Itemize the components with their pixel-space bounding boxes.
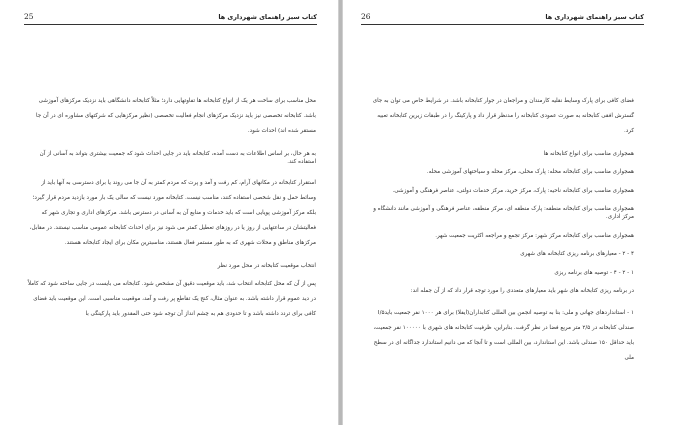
right-header-rule [361, 24, 644, 25]
left-paragraph-2: به هر حال، بر اساس اطلاعات به دست آمده، کتابخانه باید در جایی احداث شود که جمعیت بیشتری بتواند به آسانی از آن استفاده کند. [39, 150, 316, 165]
right-paragraph-intro: در برنامه ریزی کتابخانه های شهر باید معیارهای متعددی را مورد توجه قرار داد که از آن جمله اند: [410, 288, 634, 294]
left-section-heading: انتخاب موقعیت کتابخانه در محل مورد نظر [217, 262, 316, 269]
left-paragraph-4: پس از آن که محل کتابخانه انتخاب شد، باید موقعیت دقیق آن مشخص شود. کتابخانه می بایست در جایی ساخته شود که کاملاً در دید عموم قرار داشته باشد. به عنوان مثال، کنج یک تقاطع پر رفت و آمد، موقعیت مناسبی است. این موقعیت باید فضای کافی برای تردد داشته باشد و تا حدودی هم به چشم انداز آن توجه شود حتی المقدور باید پارکینگی با [27, 280, 316, 317]
left-paragraph-3: استقرار کتابخانه در مکانهای آرام، کم رفت و آمد و پرت که مردم کمتر به آن جا می روند یا برای دسترسی به آنها باید از وسائط حمل و نقل شخصی استفاده کنند، مناسب نیست. کتابخانه مورد نیست که سالی یک بار مورد بازدید مردم قرار گیرد؛ بلکه مرکز آموزشی پویایی است که باید خدمات و منابع آن به آسانی در دسترس باشد. مرکزهای اداری و تجاری شهر که فعالیتشان در ساعتهایی از روز یا در روزهای تعطیل کمتر می شود نیز برای احداث کتابخانه عمومی مناسب نیستند. در مقابل، مرکزهای مناطق و محلات شهری که به طور مستمر فعال هستند، مناسبترین مکان برای ایجاد کتابخانه هستند. [29, 180, 316, 246]
right-page-number: 26 [361, 12, 371, 21]
left-page-body [26, 94, 316, 332]
right-header-title: کتاب سبز راهنمای شهرداری ها [545, 13, 644, 21]
right-page-body [367, 94, 634, 376]
right-section-heading: همجواری مناسب برای انواع کتابخانه ها [543, 150, 634, 157]
left-header-rule [24, 24, 317, 25]
left-paragraph-1: محل مناسب برای ساخت هر یک از انواع کتابخانه ها تفاوتهایی دارد؛ مثلاً کتابخانه دانشگاهی باید نزدیک مرکزهای آموزشی باشد. کتابخانه تخصصی نیز باید نزدیک مرکزهای انجام فعالیت تخصصی (نظیر مرکزهایی که شرکتهای مشاوره ای در آن جا مستقر شده اند) احداث شود. [36, 98, 316, 134]
right-item-district: همجواری مناسب برای کتابخانه ناحیه: پارک، مرکز خرید، مرکز خدمات دولتی، عناصر فرهنگی و آموزشی. [392, 187, 634, 194]
right-page [342, 0, 683, 425]
right-item-city-center: همجواری مناسب برای کتابخانه مرکز شهر: مرکز تجمع و مراجعه اکثریت جمعیت شهر. [435, 232, 634, 239]
left-page-number: 25 [24, 12, 34, 21]
right-item-region: همجواری مناسب برای کتابخانه منطقه: پارک منطقه ای، مرکز منطقه، عناصر فرهنگی و آموزشی مانند دانشگاه و مرکز اداری. [373, 206, 634, 220]
right-item-neighborhood: همجواری مناسب برای کتابخانه محله: پارک محلی، مرکز محله و سیاحتهای آموزشی محله. [426, 169, 634, 175]
right-page-header [361, 12, 644, 26]
left-header-title: کتاب سبز راهنمای شهرداری ها [218, 13, 317, 21]
right-subsubsection-heading: ۱ - ۲ - ۴ - توصیه های برنامه ریزی [554, 269, 634, 276]
left-page-header [24, 12, 317, 26]
right-subsection-heading: ۴ - ۲ - معیارهای برنامه ریزی کتابخانه های شهری [520, 251, 634, 257]
right-paragraph-standards: ۱ - استانداردهای جهانی و ملی: بنا به توصیه انجمن بین المللی کتابداران(ایفلا) برای هر ۱۰۰۰ نفر جمعیت بایدI/۵ صندلی کتابخانه در ۲/۵ متر مربع فضا در نظر گرفت. بنابراین، ظرفیت کتابخانه های شهری با ۱۰۰۰۰۰ نفر جمعیت، باید حداقل ۱۵۰ صندلی باشد. این استاندارد، بین المللی است و تا آنجا که می دانیم استاندارد جداگانه ای در سطح ملی [373, 309, 634, 361]
left-page [0, 0, 339, 425]
right-paragraph-1: فضای کافی برای پارک وسایط نقلیه کارمندان و مراجعان در جوار کتابخانه باشد. در شرایط خاص می توان به جای گسترش افقی کتابخانه به صورت عمودی کتابخانه را مدنظر قرار داد و پارکینگ را در طبقات زیرین کتابخانه تعبیه کرد. [372, 98, 634, 134]
